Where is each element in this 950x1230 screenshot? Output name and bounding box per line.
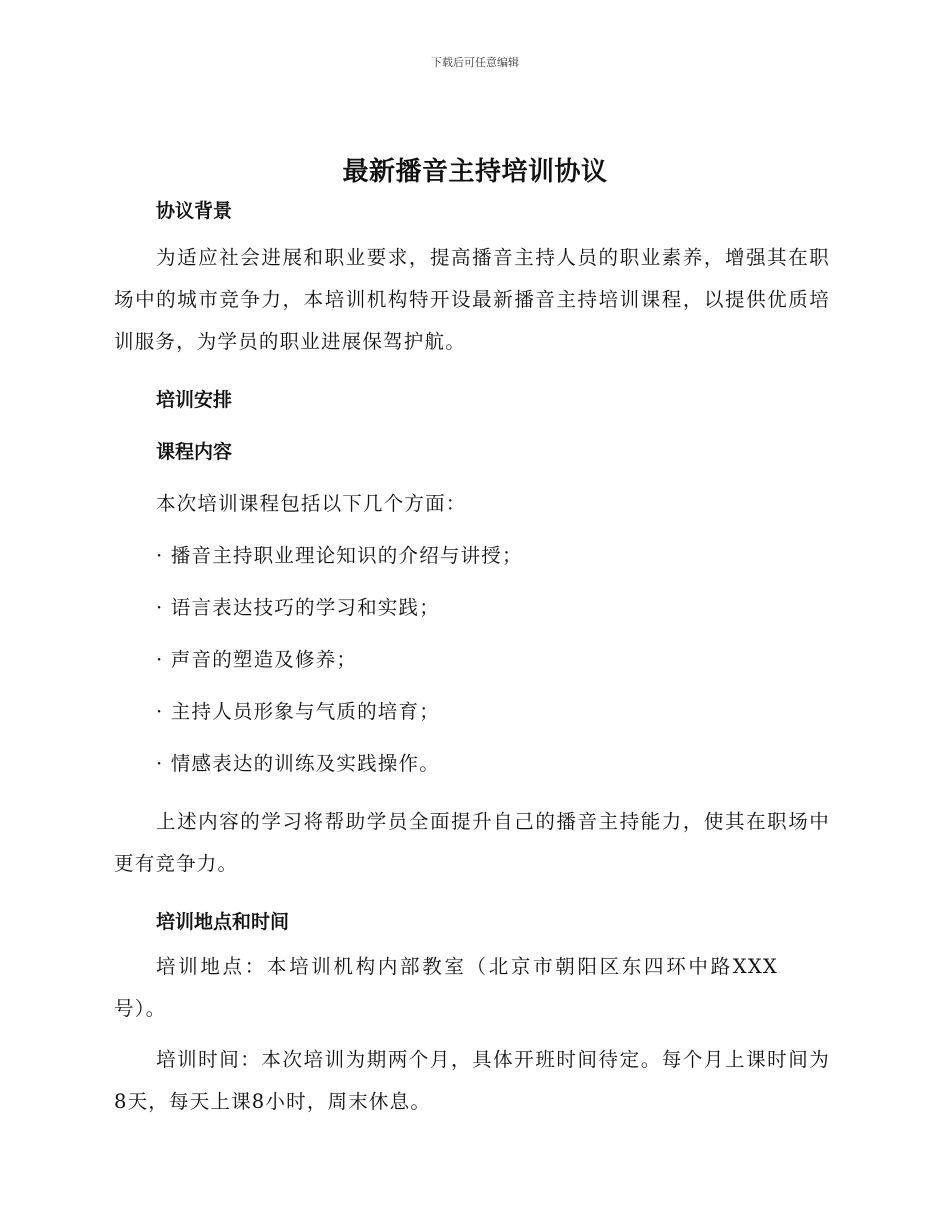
- paragraph-background: 为适应社会进展和职业要求，提高播音主持人员的职业素养，增强其在职场中的城市竞争力，本培训机构特开设最新播音主持培训课程，以提供优质培训服务，为学员的职业进展保驾护航。: [114, 246, 830, 353]
- list-item: · 情感表达的训练及实践操作。: [156, 752, 440, 775]
- document-title: 最新播音主持培训协议: [342, 157, 608, 187]
- paragraph-course-intro: 本次培训课程包括以下几个方面：: [156, 492, 467, 515]
- section-heading-background: 协议背景: [156, 200, 233, 222]
- section-heading-location: 培训地点和时间: [156, 911, 290, 933]
- paragraph-course-summary: 上述内容的学习将帮助学员全面提升自己的播音主持能力，使其在职场中更有竞争力。: [114, 810, 830, 875]
- section-heading-arrangement: 培训安排: [156, 389, 233, 411]
- document-body: [114, 196, 830, 1123]
- list-item: · 语言表达技巧的学习和实践；: [156, 596, 440, 619]
- list-item: · 主持人员形象与气质的培育；: [156, 700, 440, 723]
- list-item: · 播音主持职业理论知识的介绍与讲授；: [156, 544, 523, 567]
- paragraph-location: 培训地点：本培训机构内部教室（北京市朝阳区东四环中路XXX号）。: [114, 955, 778, 1020]
- section-heading-course: 课程内容: [156, 441, 233, 463]
- paragraph-time: 培训时间：本次培训为期两个月，具体开班时间待定。每个月上课时间为8天，每天上课8小时，周末休息。: [114, 1048, 830, 1113]
- page-header-note: 下载后可任意编辑: [431, 56, 519, 69]
- list-item: · 声音的塑造及修养；: [156, 648, 358, 671]
